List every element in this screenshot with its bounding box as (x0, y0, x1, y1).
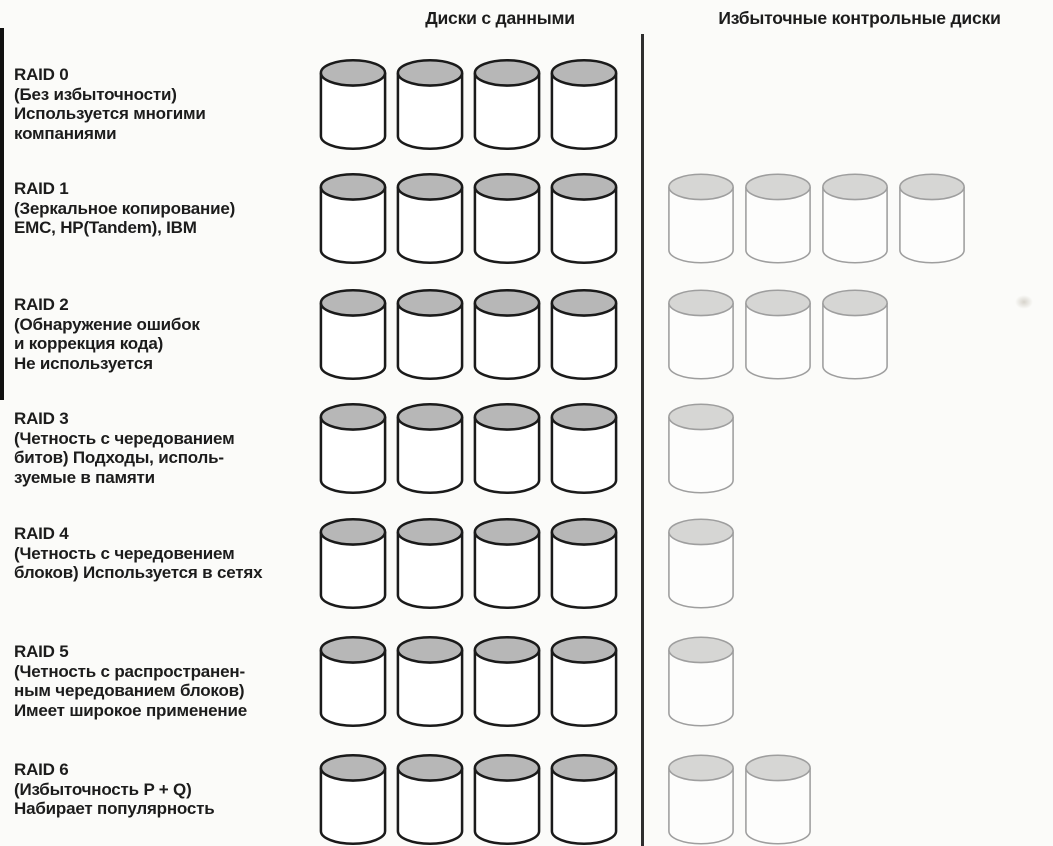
raid-title: RAID 4 (14, 524, 69, 543)
data-disk-group (318, 753, 619, 846)
raid-title: RAID 2 (14, 295, 69, 314)
column-header-redundant-disks: Избыточные контрольные диски (718, 8, 1001, 28)
raid-row-raid-1 (0, 172, 1053, 268)
data-disk-cylinder (549, 635, 619, 729)
raid-description-line: зуемые в памяти (14, 467, 155, 487)
data-disk-group (318, 288, 619, 382)
data-disk-cylinder (318, 288, 388, 382)
column-header-data-disks: Диски с данными (425, 8, 575, 28)
data-disk-cylinder (549, 172, 619, 266)
data-disk-group (318, 402, 619, 496)
data-disk-cylinder (318, 58, 388, 152)
raid-description-line: (Обнаружение ошибок (14, 314, 200, 334)
data-disk-cylinder (549, 753, 619, 846)
redundant-disk-cylinder (743, 288, 813, 382)
redundant-disk-cylinder (666, 635, 736, 729)
raid-label (14, 524, 314, 583)
raid-description-line: Используется многими (14, 104, 206, 123)
data-disk-cylinder (318, 753, 388, 846)
redundant-disk-group (666, 753, 813, 846)
raid-label (14, 642, 314, 720)
redundant-disk-cylinder (666, 753, 736, 846)
redundant-disk-cylinder (820, 172, 890, 266)
raid-row-raid-4 (0, 517, 1053, 613)
redundant-disk-group (666, 517, 736, 611)
data-disk-cylinder (395, 635, 465, 729)
raid-description-line: (Четность с распространен- (14, 661, 245, 681)
raid-label (14, 409, 314, 487)
data-disk-cylinder (318, 635, 388, 729)
data-disk-cylinder (472, 517, 542, 611)
data-disk-cylinder (395, 288, 465, 382)
redundant-disk-cylinder (666, 172, 736, 266)
data-disk-cylinder (472, 402, 542, 496)
raid-description-line: Не используется (14, 353, 153, 373)
raid-label (14, 760, 314, 819)
raid-description-line: битов) Подходы, исполь- (14, 448, 224, 467)
data-disk-cylinder (549, 58, 619, 152)
data-disk-cylinder (395, 172, 465, 266)
raid-row-raid-5 (0, 635, 1053, 731)
raid-label (14, 179, 314, 238)
raid-title: RAID 6 (14, 760, 69, 779)
data-disk-cylinder (395, 753, 465, 846)
raid-description-line: EMC, HP(Tandem), IBM (14, 218, 197, 237)
raid-row-raid-2 (0, 288, 1053, 384)
raid-label (14, 65, 314, 143)
raid-description-line: компаниями (14, 123, 117, 143)
data-disk-cylinder (472, 635, 542, 729)
data-disk-cylinder (472, 288, 542, 382)
data-disk-cylinder (549, 402, 619, 496)
redundant-disk-cylinder (666, 517, 736, 611)
data-disk-cylinder (395, 517, 465, 611)
raid-description-line: блоков) Используется в сетях (14, 563, 263, 582)
raid-description-line: Имеет широкое применение (14, 700, 247, 720)
raid-row-raid-3 (0, 402, 1053, 498)
redundant-disk-cylinder (666, 402, 736, 496)
raid-description-line: (Зеркальное копирование) (14, 198, 236, 218)
raid-row-raid-0 (0, 58, 1053, 154)
raid-title: RAID 3 (14, 409, 69, 428)
data-disk-cylinder (549, 517, 619, 611)
data-disk-cylinder (549, 288, 619, 382)
data-disk-cylinder (472, 753, 542, 846)
redundant-disk-cylinder (897, 172, 967, 266)
redundant-disk-cylinder (666, 288, 736, 382)
data-disk-group (318, 58, 619, 152)
raid-label (14, 295, 314, 373)
redundant-disk-cylinder (820, 288, 890, 382)
data-disk-group (318, 517, 619, 611)
data-disk-cylinder (395, 58, 465, 152)
raid-title: RAID 5 (14, 642, 69, 661)
raid-description-line: и коррекция кода) (14, 334, 164, 353)
redundant-disk-group (666, 172, 967, 266)
redundant-disk-group (666, 402, 736, 496)
raid-description-line: (Четность с чередованием (14, 428, 235, 448)
raid-title: RAID 0 (14, 65, 69, 84)
data-disk-cylinder (395, 402, 465, 496)
raid-description-line: Набирает популярность (14, 799, 215, 818)
data-disk-group (318, 172, 619, 266)
raid-title: RAID 1 (14, 179, 69, 198)
raid-description-line: (Четность с чередовением (14, 543, 235, 563)
data-disk-cylinder (318, 402, 388, 496)
raid-description-line: (Без избыточности) (14, 84, 177, 104)
redundant-disk-group (666, 288, 890, 382)
data-disk-cylinder (318, 172, 388, 266)
raid-description-line: ным чередованием блоков) (14, 681, 245, 700)
data-disk-cylinder (318, 517, 388, 611)
data-disk-cylinder (472, 172, 542, 266)
data-disk-group (318, 635, 619, 729)
redundant-disk-cylinder (743, 753, 813, 846)
raid-row-raid-6 (0, 753, 1053, 846)
redundant-disk-group (666, 635, 736, 729)
redundant-disk-cylinder (743, 172, 813, 266)
data-disk-cylinder (472, 58, 542, 152)
raid-description-line: (Избыточность P + Q) (14, 779, 192, 799)
